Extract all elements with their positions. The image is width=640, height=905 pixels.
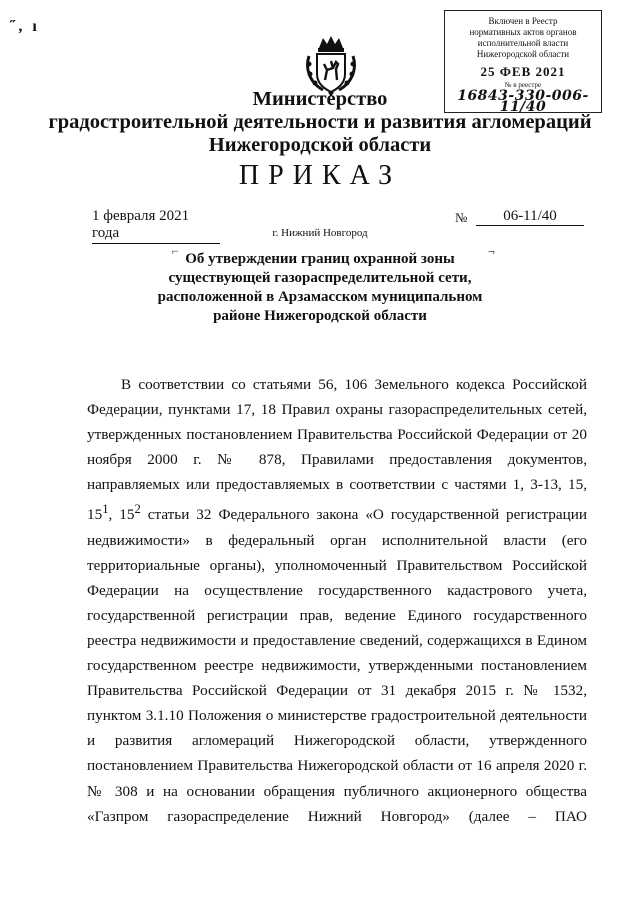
bracket-right: ¬ — [488, 244, 495, 258]
body-text-part: В соответствии со статьями 56, 106 Земельного кодекса Российской Федерации, пунктами 17, 18 Правил охраны газораспределительных сетей, утвержденных постановлением Правительства Российской Федерации от 20 ноября 2000 г. № 878, Правилами предоставления документов, направляемых или предоставляемых в соответствии с частями 1, 3-13, 15, 15 — [87, 376, 587, 524]
order-number: 06-11/40 — [476, 208, 584, 226]
body-paragraph — [87, 372, 587, 829]
stamp-date: 25 ФЕВ 2021 — [480, 64, 566, 79]
superscript: 2 — [134, 502, 141, 517]
ministry-name-line2: градостроительной деятельности и развития агломераций — [48, 111, 592, 133]
city: г. Нижний Новгород — [272, 227, 368, 239]
superscript: 1 — [102, 502, 109, 517]
body-text-part: , 15 — [108, 506, 135, 524]
corner-handwritten-mark: ˝, ı — [10, 18, 40, 35]
stamp-line: Нижегородской области — [476, 49, 570, 59]
order-date: 1 февраля 2021 года — [92, 208, 220, 244]
stamp-label: № в реестре — [504, 81, 542, 89]
ministry-name-line1: Министерство — [252, 88, 388, 110]
ministry-name-line3: Нижегородской области — [208, 134, 432, 156]
bracket-left: ⌐ — [172, 244, 179, 258]
stamp-line: нормативных актов органов — [469, 27, 577, 37]
stamp-line: исполнительной власти — [477, 38, 569, 48]
stamp-line: Включен в Реестр — [488, 16, 558, 26]
order-title: ПРИКАЗ — [238, 160, 402, 191]
stamp-registry-number: 16843-330-006-11/40 — [457, 88, 589, 115]
body-text-part: статьи 32 Федерального закона «О государственной регистрации недвижимости» в федеральный орган исполнительной власти (его территориальные органы), уполномоченный Правительством Российской Федерации на осуществление государственного кадастрового учета, государственной регистрации прав, ведение Единого государственного реестра недвижимости и предоставление сведений, содержащихся в Едином государственном реестре недвижимости, утвержденными постановлением Правительства Российской Федерации от 31 декабря 2015 г. № 1532, пунктом 3.1.10 Положения о министерстве градостроительной деятельности и развития агломераций Нижегородской области, утвержденного постановлением Правительства Нижегородской области от 16 апреля 2020 г. № 308 и на основании обращения публичного акционерного общества «Газпром газораспределение Нижний Новгород» (далее – ПАО — [87, 506, 588, 825]
number-sign: № — [455, 210, 468, 225]
order-subject: Об утверждении границ охранной зоны существующей газораспределительной сети, расположенной в Арзамасском муниципальном районе Нижегородской области — [157, 251, 483, 324]
